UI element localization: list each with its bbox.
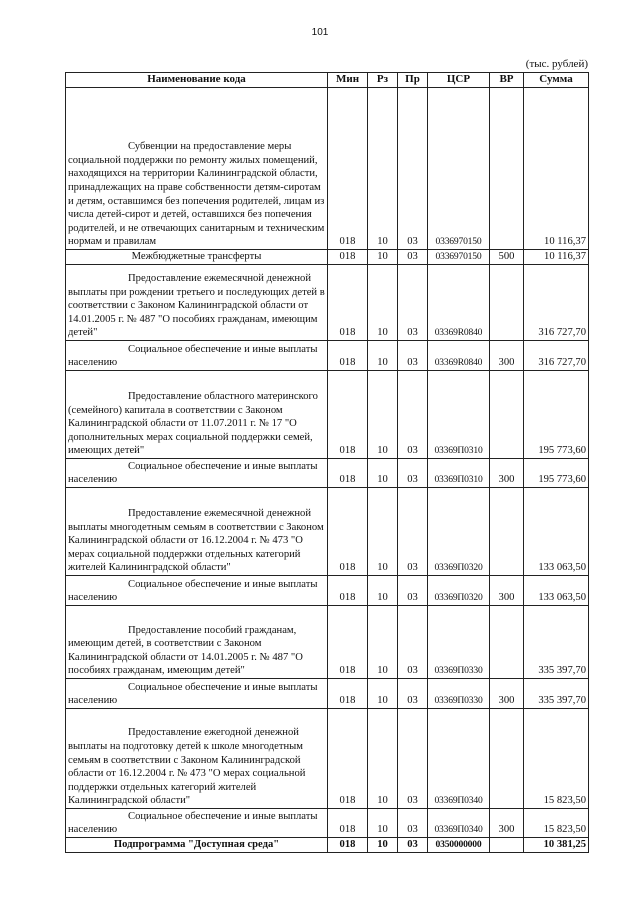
row-name: Социальное обеспечение и иные выплаты населению <box>66 809 328 838</box>
row-name: Предоставление пособий гражданам, имеющим детей, в соответствии с Законом Калининградской области от 14.01.2005 г. № 487 "О пособиях гражданам, имеющим детей" <box>66 606 328 679</box>
row-pr: 03 <box>398 250 428 265</box>
row-vr <box>490 265 524 341</box>
row-csr: 03369П0330 <box>428 679 490 709</box>
row-csr: 03369П0320 <box>428 576 490 606</box>
row-pr: 03 <box>398 709 428 809</box>
total-sum: 10 381,25 <box>524 838 589 853</box>
row-rz: 10 <box>368 88 398 250</box>
row-sum: 335 397,70 <box>524 679 589 709</box>
row-name: Социальное обеспечение и иные выплаты населению <box>66 679 328 709</box>
row-vr <box>490 606 524 679</box>
row-pr: 03 <box>398 459 428 488</box>
total-csr: 0350000000 <box>428 838 490 853</box>
row-sum: 15 823,50 <box>524 809 589 838</box>
row-sum: 10 116,37 <box>524 88 589 250</box>
row-vr: 300 <box>490 576 524 606</box>
row-min: 018 <box>328 809 368 838</box>
row-name: Субвенции на предоставление меры социальной поддержки по ремонту жилых помещений, находящихся на территории Калининградской области, принадлежащих на праве собственности детям-сиротам и детям, оставшимся без попечения родителей, лицам из числа детей-сирот и детей, оставшихся без попечения родителей, и не отвечающих санитарным и техническим нормам и правилам <box>66 88 328 250</box>
row-min: 018 <box>328 606 368 679</box>
table-row <box>66 265 589 341</box>
row-csr: 03369П0340 <box>428 809 490 838</box>
total-rz: 10 <box>368 838 398 853</box>
row-name: Межбюджетные трансферты <box>66 250 328 265</box>
row-rz: 10 <box>368 371 398 459</box>
row-sum: 15 823,50 <box>524 709 589 809</box>
row-name: Социальное обеспечение и иные выплаты населению <box>66 341 328 371</box>
total-min: 018 <box>328 838 368 853</box>
table-total-row <box>66 838 589 853</box>
table-row <box>66 250 589 265</box>
row-rz: 10 <box>368 809 398 838</box>
row-pr: 03 <box>398 576 428 606</box>
row-pr: 03 <box>398 371 428 459</box>
row-pr: 03 <box>398 679 428 709</box>
row-sum: 10 116,37 <box>524 250 589 265</box>
row-sum: 316 727,70 <box>524 265 589 341</box>
header-min: Мин <box>328 73 368 88</box>
table-row <box>66 488 589 576</box>
row-name: Предоставление ежемесячной денежной выплаты при рождении третьего и последующих детей в соответствии с Законом Калининградской области от 14.01.2005 г. № 487 "О пособиях гражданам, имеющим детей" <box>66 265 328 341</box>
row-name: Предоставление ежегодной денежной выплаты на подготовку детей к школе многодетным семьям в соответствии с Законом Калининградской области от 16.12.2004 г. № 473 "О мерах социальной поддержки отдельных категорий жителей Калининградской области" <box>66 709 328 809</box>
row-min: 018 <box>328 576 368 606</box>
row-csr: 0336970150 <box>428 250 490 265</box>
row-csr: 03369R0840 <box>428 265 490 341</box>
row-rz: 10 <box>368 250 398 265</box>
row-rz: 10 <box>368 709 398 809</box>
row-name: Предоставление ежемесячной денежной выплаты многодетным семьям в соответствии с Законом Калининградской области от 16.12.2004 г. № 473 "О мерах социальной поддержки отдельных категорий жителей Калининградской области" <box>66 488 328 576</box>
table-row <box>66 576 589 606</box>
header-pr: Пр <box>398 73 428 88</box>
row-vr: 300 <box>490 459 524 488</box>
table-row <box>66 679 589 709</box>
row-sum: 133 063,50 <box>524 576 589 606</box>
row-csr: 03369П0310 <box>428 371 490 459</box>
table-row <box>66 809 589 838</box>
row-min: 018 <box>328 250 368 265</box>
row-rz: 10 <box>368 341 398 371</box>
row-csr: 03369П0320 <box>428 488 490 576</box>
total-vr <box>490 838 524 853</box>
row-csr: 03369П0310 <box>428 459 490 488</box>
row-rz: 10 <box>368 459 398 488</box>
row-sum: 335 397,70 <box>524 606 589 679</box>
row-min: 018 <box>328 459 368 488</box>
row-name: Предоставление областного материнского (семейного) капитала в соответствии с Законом Калининградской области от 11.07.2011 г. № 17 "О дополнительных мерах социальной поддержки семей, имеющих детей" <box>66 371 328 459</box>
table-row <box>66 606 589 679</box>
row-vr: 300 <box>490 809 524 838</box>
row-vr: 500 <box>490 250 524 265</box>
row-pr: 03 <box>398 265 428 341</box>
row-sum: 316 727,70 <box>524 341 589 371</box>
row-pr: 03 <box>398 606 428 679</box>
row-min: 018 <box>328 709 368 809</box>
row-name: Социальное обеспечение и иные выплаты населению <box>66 576 328 606</box>
header-rz: Рз <box>368 73 398 88</box>
row-min: 018 <box>328 679 368 709</box>
table-row <box>66 709 589 809</box>
row-vr <box>490 488 524 576</box>
header-vr: ВР <box>490 73 524 88</box>
row-rz: 10 <box>368 576 398 606</box>
row-vr <box>490 88 524 250</box>
row-csr: 03369П0330 <box>428 606 490 679</box>
row-vr: 300 <box>490 341 524 371</box>
row-min: 018 <box>328 265 368 341</box>
header-sum: Сумма <box>524 73 589 88</box>
row-pr: 03 <box>398 341 428 371</box>
table-row <box>66 459 589 488</box>
page-number: 101 <box>311 27 329 38</box>
row-sum: 133 063,50 <box>524 488 589 576</box>
budget-table <box>65 72 589 853</box>
total-name: Подпрограмма "Доступная среда" <box>66 838 328 853</box>
total-pr: 03 <box>398 838 428 853</box>
row-name: Социальное обеспечение и иные выплаты населению <box>66 459 328 488</box>
header-name: Наименование кода <box>66 73 328 88</box>
table-header-row <box>66 73 589 88</box>
row-pr: 03 <box>398 88 428 250</box>
table-row <box>66 88 589 250</box>
row-min: 018 <box>328 341 368 371</box>
row-min: 018 <box>328 371 368 459</box>
header-csr: ЦСР <box>428 73 490 88</box>
row-min: 018 <box>328 88 368 250</box>
row-pr: 03 <box>398 809 428 838</box>
row-rz: 10 <box>368 679 398 709</box>
row-vr <box>490 371 524 459</box>
row-sum: 195 773,60 <box>524 371 589 459</box>
table-row <box>66 341 589 371</box>
row-csr: 0336970150 <box>428 88 490 250</box>
row-vr <box>490 709 524 809</box>
row-sum: 195 773,60 <box>524 459 589 488</box>
row-rz: 10 <box>368 488 398 576</box>
table-row <box>66 371 589 459</box>
units-label: (тыс. рублей) <box>525 58 588 70</box>
row-rz: 10 <box>368 606 398 679</box>
row-vr: 300 <box>490 679 524 709</box>
row-csr: 03369П0340 <box>428 709 490 809</box>
row-rz: 10 <box>368 265 398 341</box>
row-pr: 03 <box>398 488 428 576</box>
row-csr: 03369R0840 <box>428 341 490 371</box>
row-min: 018 <box>328 488 368 576</box>
